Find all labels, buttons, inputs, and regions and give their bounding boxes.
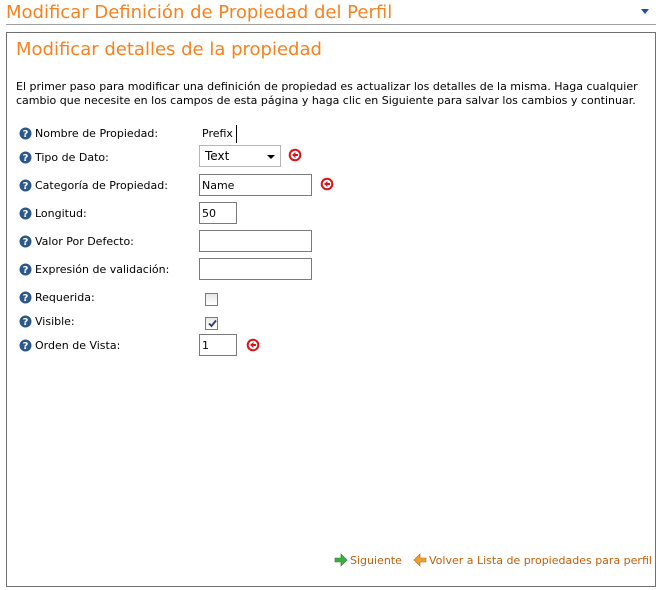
checkmark-icon — [208, 319, 217, 328]
property-name-value: Prefix — [200, 125, 237, 143]
help-icon[interactable] — [19, 263, 32, 276]
field-row-required — [19, 291, 439, 313]
length-label: Longitud: — [35, 207, 87, 220]
required-field-icon — [246, 338, 260, 352]
help-icon[interactable] — [19, 127, 32, 140]
category-label: Categoría de Propiedad: — [35, 179, 168, 192]
property-name-label: Nombre de Propiedad: — [35, 127, 159, 140]
module-title-bar — [6, 2, 656, 25]
visible-label: Visible: — [35, 315, 75, 328]
default-value-label: Valor Por Defecto: — [35, 235, 134, 248]
svg-text:?: ? — [22, 153, 29, 164]
help-icon[interactable] — [19, 315, 32, 328]
field-row-validation — [19, 263, 439, 285]
next-arrow-icon — [334, 553, 348, 567]
intro-text: El primer paso para modificar una definición de propiedad es actualizar los detalles de la misma. Haga cualquier cambio que necesite en los campos de esta página y haga clic en Siguiente para salvar los cambios y continuar. — [16, 80, 638, 107]
visible-checkbox[interactable] — [205, 317, 218, 330]
length-input[interactable] — [199, 202, 237, 224]
svg-text:?: ? — [22, 181, 29, 192]
section-heading: Modificar detalles de la propiedad — [16, 39, 322, 60]
category-input[interactable] — [199, 174, 312, 196]
back-arrow-icon — [413, 553, 427, 567]
field-row-data-type — [19, 151, 439, 173]
property-details-panel — [6, 32, 656, 587]
data-type-label: Tipo de Dato: — [35, 151, 109, 164]
svg-text:?: ? — [22, 209, 29, 220]
view-order-input[interactable] — [199, 334, 237, 356]
field-row-view-order — [19, 339, 439, 361]
chevron-down-icon — [267, 155, 275, 159]
action-bar — [7, 553, 655, 569]
help-icon[interactable] — [19, 339, 32, 352]
required-checkbox[interactable] — [205, 293, 218, 306]
back-to-list-label: Volver a Lista de propiedades para perfil — [429, 554, 652, 567]
help-icon[interactable] — [19, 207, 32, 220]
required-field-icon — [320, 177, 334, 191]
help-icon[interactable] — [19, 291, 32, 304]
svg-text:?: ? — [22, 341, 29, 352]
help-icon[interactable] — [19, 235, 32, 248]
view-order-label: Orden de Vista: — [35, 339, 121, 352]
field-row-category — [19, 179, 439, 201]
data-type-selected-value: Text — [205, 149, 230, 163]
svg-text:?: ? — [22, 129, 29, 140]
collapse-arrow-icon[interactable] — [638, 4, 652, 18]
field-row-default-value — [19, 235, 439, 257]
svg-text:?: ? — [22, 265, 29, 276]
field-row-length — [19, 207, 439, 229]
module-title: Modificar Definición de Propiedad del Perfil — [6, 2, 393, 23]
svg-text:?: ? — [22, 317, 29, 328]
data-type-select[interactable] — [199, 145, 281, 167]
next-link-label: Siguiente — [350, 554, 402, 567]
help-icon[interactable] — [19, 179, 32, 192]
svg-text:?: ? — [22, 293, 29, 304]
required-field-icon — [288, 148, 302, 162]
help-icon[interactable] — [19, 151, 32, 164]
svg-text:?: ? — [22, 237, 29, 248]
default-value-input[interactable] — [199, 230, 312, 252]
validation-label: Expresión de validación: — [35, 263, 170, 276]
required-label: Requerida: — [35, 291, 95, 304]
validation-input[interactable] — [199, 258, 312, 280]
